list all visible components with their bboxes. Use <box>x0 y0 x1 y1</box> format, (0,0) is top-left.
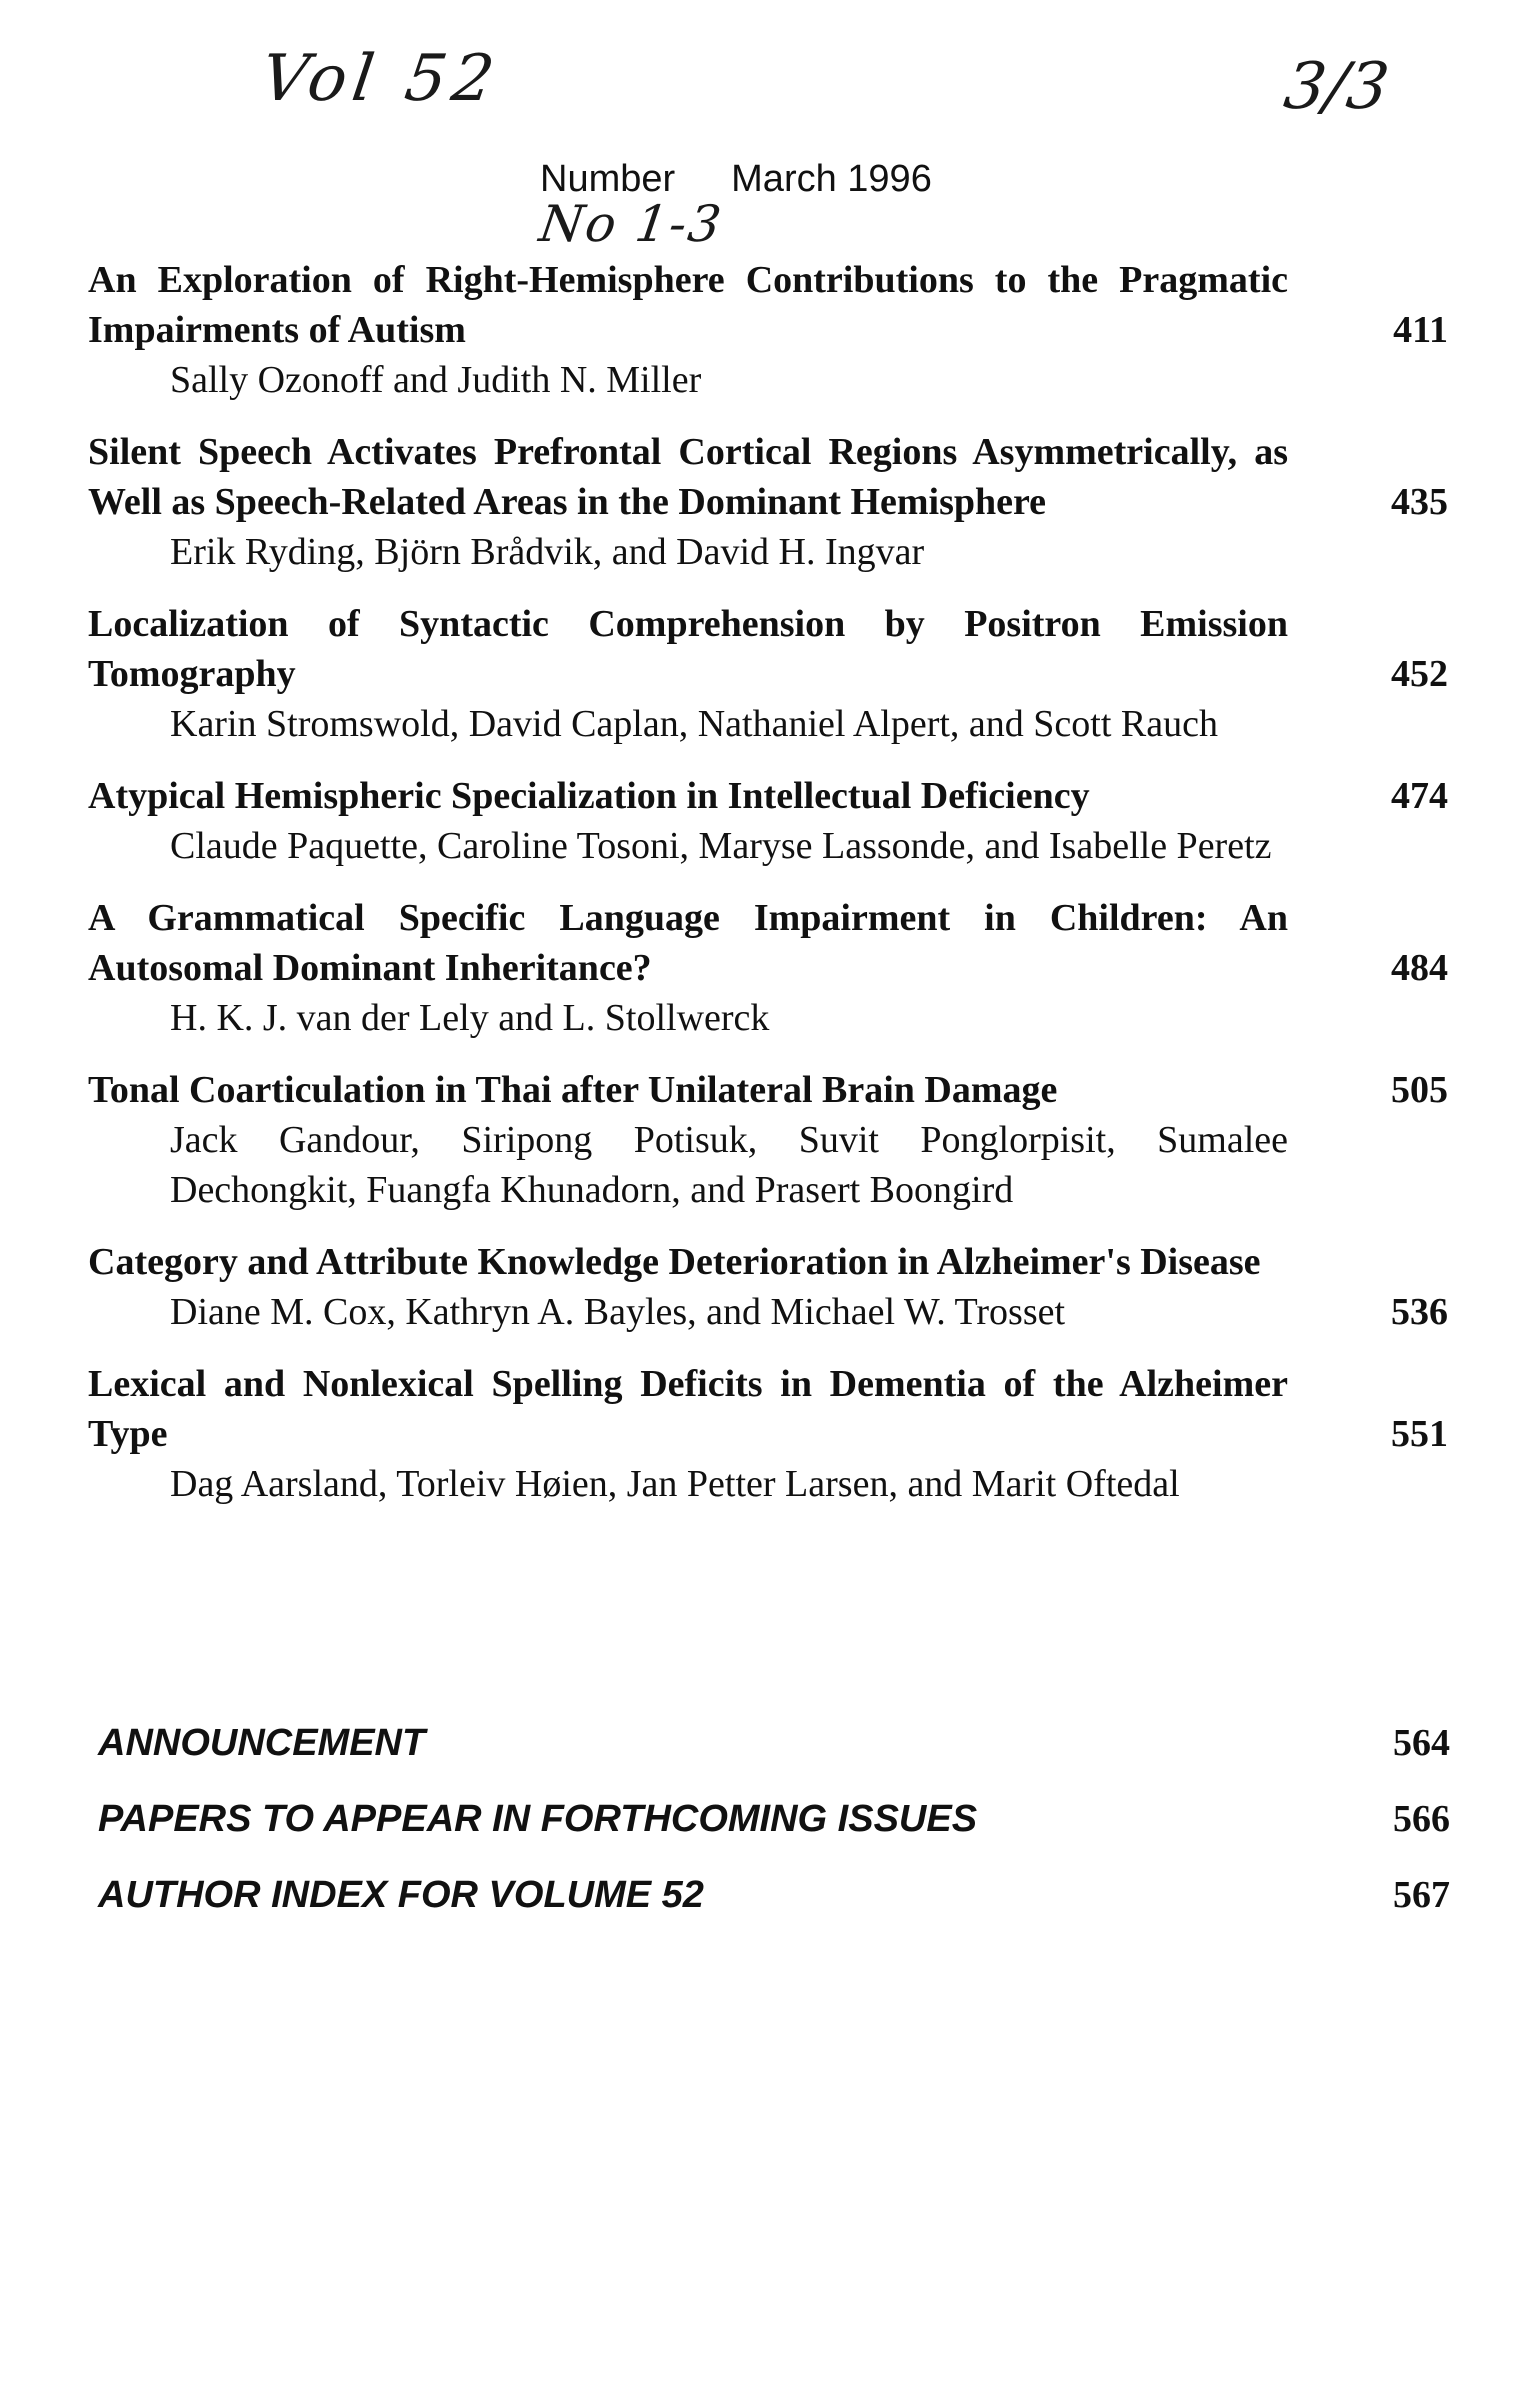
article-page: 411 <box>1393 309 1448 351</box>
article-page: 452 <box>1391 653 1448 695</box>
article-authors: Karin Stromswold, David Caplan, Nathaniel Alpert, and Scott Rauch <box>170 703 1218 745</box>
article-title: Atypical Hemispheric Specialization in Intellectual Deficiency <box>88 775 1090 817</box>
article-authors: Dag Aarsland, Torleiv Høien, Jan Petter Larsen, and Marit Oftedal <box>170 1463 1180 1505</box>
article-title: Localization of Syntactic Comprehension by Positron Emission Tomography <box>88 603 1288 695</box>
issue-date: March 1996 <box>731 158 932 200</box>
special-section-page: 566 <box>1393 1798 1450 1840</box>
special-section-row <box>98 1870 1458 1920</box>
special-section-row <box>98 1718 1458 1768</box>
special-section-label: AUTHOR INDEX FOR VOLUME 52 <box>98 1874 704 1916</box>
handwritten-number-note: No 1-3 <box>535 195 727 253</box>
special-section-label: ANNOUNCEMENT <box>98 1722 426 1764</box>
toc-entry <box>88 1237 1448 1337</box>
article-authors: Jack Gandour, Siripong Potisuk, Suvit Ponglorpisit, Sumalee Dechongkit, Fuangfa Khunadorn, and Prasert Boongird <box>170 1119 1288 1211</box>
article-page: 551 <box>1391 1413 1448 1455</box>
handwritten-volume-note: Vol 52 <box>256 42 505 116</box>
table-of-contents <box>88 255 1448 1531</box>
article-page: 536 <box>1391 1291 1448 1333</box>
special-section-page: 567 <box>1393 1874 1450 1916</box>
special-section-page: 564 <box>1393 1722 1450 1764</box>
handwritten-part-note: 3/3 <box>1279 50 1394 124</box>
article-page: 435 <box>1391 481 1448 523</box>
toc-entry <box>88 599 1448 749</box>
article-authors: Erik Ryding, Björn Brådvik, and David H. Ingvar <box>170 531 925 573</box>
toc-entry <box>88 427 1448 577</box>
toc-entry <box>88 1065 1448 1215</box>
article-page: 505 <box>1391 1069 1448 1111</box>
article-authors: H. K. J. van der Lely and L. Stollwerck <box>170 997 770 1039</box>
article-authors: Claude Paquette, Caroline Tosoni, Maryse Lassonde, and Isabelle Peretz <box>170 825 1272 867</box>
article-title: A Grammatical Specific Language Impairment in Children: An Autosomal Dominant Inheritance? <box>88 897 1288 989</box>
toc-entry <box>88 771 1448 871</box>
toc-entry <box>88 893 1448 1043</box>
article-page: 474 <box>1391 775 1448 817</box>
article-title: Tonal Coarticulation in Thai after Unilateral Brain Damage <box>88 1069 1058 1111</box>
toc-entry <box>88 1359 1448 1509</box>
article-title: Silent Speech Activates Prefrontal Cortical Regions Asymmetrically, as Well as Speech-Related Areas in the Dominant Hemisphere <box>88 431 1288 523</box>
number-label: Number <box>540 158 676 200</box>
article-authors: Diane M. Cox, Kathryn A. Bayles, and Michael W. Trosset <box>170 1291 1066 1333</box>
special-section-label: PAPERS TO APPEAR IN FORTHCOMING ISSUES <box>98 1798 978 1840</box>
article-title: Lexical and Nonlexical Spelling Deficits in Dementia of the Alzheimer Type <box>88 1363 1288 1455</box>
toc-entry <box>88 255 1448 405</box>
article-title: An Exploration of Right-Hemisphere Contributions to the Pragmatic Impairments of Autism <box>88 259 1288 351</box>
special-section-row <box>98 1794 1458 1844</box>
article-page: 484 <box>1391 947 1448 989</box>
article-authors: Sally Ozonoff and Judith N. Miller <box>170 359 702 401</box>
special-sections <box>98 1718 1458 1946</box>
article-title: Category and Attribute Knowledge Deterioration in Alzheimer's Disease <box>88 1241 1261 1283</box>
